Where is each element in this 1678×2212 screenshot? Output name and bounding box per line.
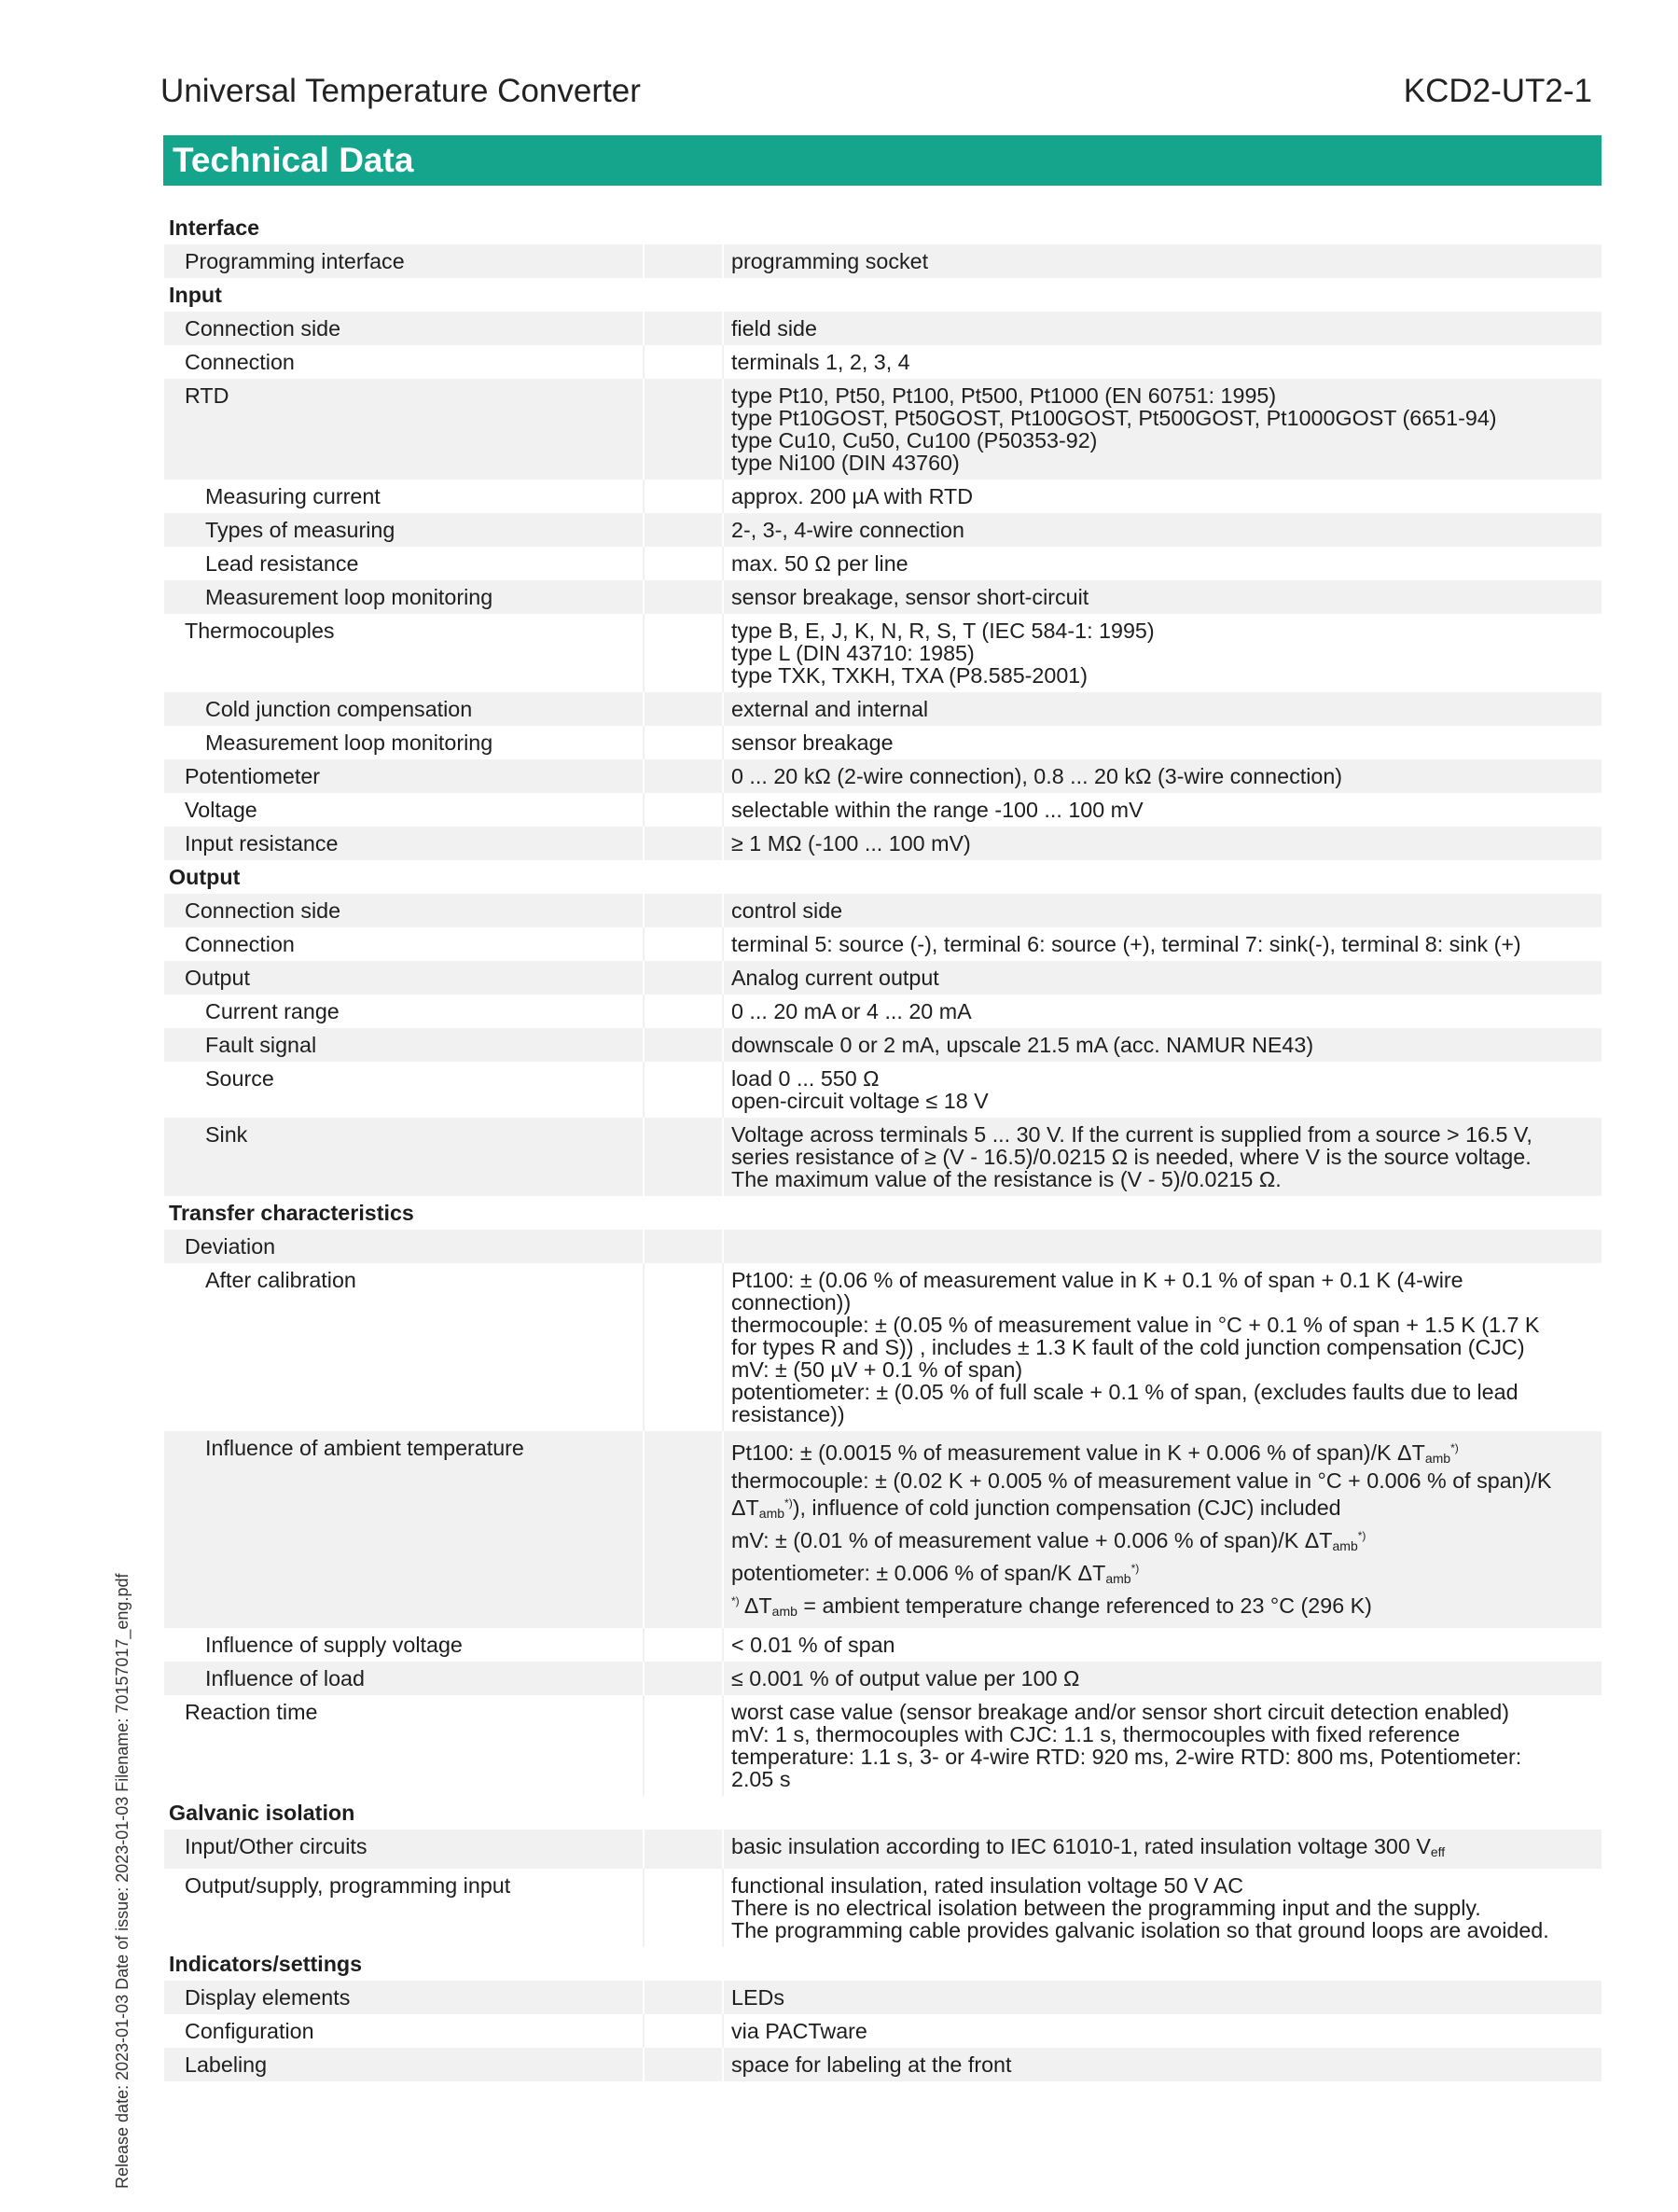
table-row: [164, 1118, 1602, 1196]
row-value: sensor breakage, sensor short-circuit: [723, 580, 1602, 614]
row-value: control side: [723, 894, 1602, 927]
table-row: [164, 2048, 1602, 2081]
row-label: After calibration: [164, 1263, 644, 1431]
row-value: approx. 200 µA with RTD: [723, 480, 1602, 513]
row-label: Lead resistance: [164, 547, 644, 580]
row-label: Measurement loop monitoring: [164, 726, 644, 759]
table-row: [164, 759, 1602, 793]
table-row: [164, 1028, 1602, 1062]
row-label: Cold junction compensation: [164, 692, 644, 726]
row-label: Measuring current: [164, 480, 644, 513]
table-row: [164, 726, 1602, 759]
section-output: Output: [164, 860, 1602, 894]
table-row: [164, 1695, 1602, 1796]
table-row: [164, 894, 1602, 927]
row-label: Potentiometer: [164, 759, 644, 793]
row-label: Output: [164, 961, 644, 995]
section-banner: Technical Data: [163, 135, 1602, 186]
table-row: [164, 1431, 1602, 1628]
row-value: < 0.01 % of span: [723, 1628, 1602, 1662]
row-value: worst case value (sensor breakage and/or sensor short circuit detection enabled) mV: 1 s, thermocouples with CJC: 1.1 s, thermocouples with fixed reference temperature: 1.1 s, 3- or 4-wire RTD: 920 ms, 2-wire RTD: 800 ms, Potentiometer: 2.05 s: [723, 1695, 1602, 1796]
table-row: [164, 1981, 1602, 2014]
table-row: [164, 1869, 1602, 1947]
row-value: Analog current output: [723, 961, 1602, 995]
table-row: [164, 1062, 1602, 1118]
row-label: Deviation: [164, 1230, 644, 1263]
row-value: 0 ... 20 kΩ (2-wire connection), 0.8 ... 20 kΩ (3-wire connection): [723, 759, 1602, 793]
section-input: Input: [164, 278, 1602, 312]
row-value: Pt100: ± (0.0015 % of measurement value in K + 0.006 % of span)/K $\Delta T_{amb}^{*)}$ thermocouple: ± (0.02 K + 0.005 % of measurement value in °C + 0.006 % of span)/K $\Delta T_{amb}^{*)}$), influence of cold junction compensation (CJC) included mV: ± (0.01 % of measurement value + 0.006 % of span)/K $\Delta T_{amb}^{*)}$ potentiometer: ± 0.006 % of span/K $\Delta T_{amb}^{*)}$ *) $\Delta T_{amb}$ = ambient temperature change referenced to 23 °C (296 K): [723, 1431, 1602, 1628]
row-value: Pt100: ± (0.06 % of measurement value in K + 0.1 % of span + 0.1 K (4-wire connection)) thermocouple: ± (0.05 % of measurement value in °C + 0.1 % of span + 1.5 K (1.7 K for types R and S)) , includes ± 1.3 K fault of the cold junction compensation (CJC) mV: ± (50 µV + 0.1 % of span) potentiometer: ± (0.05 % of full scale + 0.1 % of span, (excludes faults due to lead resistance)): [723, 1263, 1602, 1431]
row-label: Programming interface: [164, 244, 644, 278]
row-value: 2-, 3-, 4-wire connection: [723, 513, 1602, 547]
row-label: Thermocouples: [164, 614, 644, 692]
table-row: [164, 345, 1602, 379]
row-value: Voltage across terminals 5 ... 30 V. If the current is supplied from a source > 16.5 V, series resistance of ≥ (V - 16.5)/0.0215 Ω is needed, where V is the source voltage. The maximum value of the resistance is (V - 5)/0.0215 Ω.: [723, 1118, 1602, 1196]
row-label: Source: [164, 1062, 644, 1118]
row-value: ≥ 1 MΩ (-100 ... 100 mV): [723, 827, 1602, 860]
section-transfer-characteristics: Transfer characteristics: [164, 1196, 1602, 1230]
table-row: [164, 692, 1602, 726]
document-title: Universal Temperature Converter: [160, 73, 641, 109]
row-label: Voltage: [164, 793, 644, 827]
row-value: load 0 ... 550 Ω open-circuit voltage ≤ 18 V: [723, 1062, 1602, 1118]
row-label: Influence of ambient temperature: [164, 1431, 644, 1628]
model-number: KCD2-UT2-1: [1403, 73, 1592, 109]
table-row: [164, 1263, 1602, 1431]
table-row: [164, 827, 1602, 860]
table-row: [164, 1829, 1602, 1869]
table-row: [164, 1628, 1602, 1662]
row-value: functional insulation, rated insulation voltage 50 V AC There is no electrical isolation between the programming input and the supply. The programming cable provides galvanic isolation so that ground loops are avoided.: [723, 1869, 1602, 1947]
row-value: selectable within the range -100 ... 100 mV: [723, 793, 1602, 827]
row-value: ≤ 0.001 % of output value per 100 Ω: [723, 1662, 1602, 1695]
section-indicators-settings: Indicators/settings: [164, 1947, 1602, 1981]
row-label: Fault signal: [164, 1028, 644, 1062]
table-row: [164, 1230, 1602, 1263]
table-row: [164, 244, 1602, 278]
table-row: [164, 379, 1602, 480]
table-row: [164, 513, 1602, 547]
row-label: Influence of supply voltage: [164, 1628, 644, 1662]
row-label: Input resistance: [164, 827, 644, 860]
table-row: [164, 580, 1602, 614]
row-value: field side: [723, 312, 1602, 345]
row-value: terminal 5: source (-), terminal 6: source (+), terminal 7: sink(-), terminal 8: sink (+): [723, 927, 1602, 961]
row-value: terminals 1, 2, 3, 4: [723, 345, 1602, 379]
row-label: Measurement loop monitoring: [164, 580, 644, 614]
row-value: external and internal: [723, 692, 1602, 726]
section-galvanic-isolation: Galvanic isolation: [164, 1796, 1602, 1829]
table-row: [164, 793, 1602, 827]
table-row: [164, 480, 1602, 513]
row-label: Connection side: [164, 312, 644, 345]
row-label: RTD: [164, 379, 644, 480]
section-interface: Interface: [164, 211, 1602, 244]
row-value: LEDs: [723, 1981, 1602, 2014]
row-value: max. 50 Ω per line: [723, 547, 1602, 580]
row-label: Labeling: [164, 2048, 644, 2081]
row-label: Display elements: [164, 1981, 644, 2014]
row-value: 0 ... 20 mA or 4 ... 20 mA: [723, 995, 1602, 1028]
row-value: basic insulation according to IEC 61010-1, rated insulation voltage 300 $V_{eff}$: [723, 1829, 1602, 1869]
table-row: [164, 927, 1602, 961]
table-row: [164, 1662, 1602, 1695]
table-row: [164, 961, 1602, 995]
row-value: space for labeling at the front: [723, 2048, 1602, 2081]
table-row: [164, 312, 1602, 345]
row-label: Configuration: [164, 2014, 644, 2048]
row-value: downscale 0 or 2 mA, upscale 21.5 mA (acc. NAMUR NE43): [723, 1028, 1602, 1062]
row-value: programming socket: [723, 244, 1602, 278]
row-label: Output/supply, programming input: [164, 1869, 644, 1947]
technical-data-table: [164, 211, 1602, 2081]
row-label: Input/Other circuits: [164, 1829, 644, 1869]
row-label: Connection: [164, 927, 644, 961]
row-label: Current range: [164, 995, 644, 1028]
row-value: type Pt10, Pt50, Pt100, Pt500, Pt1000 (EN 60751: 1995) type Pt10GOST, Pt50GOST, Pt100GOST, Pt500GOST, Pt1000GOST (6651-94) type Cu10, Cu50, Cu100 (P50353-92) type Ni100 (DIN 43760): [723, 379, 1602, 480]
row-label: Connection: [164, 345, 644, 379]
table-row: [164, 995, 1602, 1028]
table-row: [164, 614, 1602, 692]
row-label: Sink: [164, 1118, 644, 1196]
row-value: type B, E, J, K, N, R, S, T (IEC 584-1: 1995) type L (DIN 43710: 1985) type TXK, TXKH, TXA (P8.585-2001): [723, 614, 1602, 692]
table-row: [164, 2014, 1602, 2048]
table-row: [164, 547, 1602, 580]
row-label: Connection side: [164, 894, 644, 927]
row-label: Influence of load: [164, 1662, 644, 1695]
row-value: via PACTware: [723, 2014, 1602, 2048]
row-value: sensor breakage: [723, 726, 1602, 759]
release-info-sidebar: Release date: 2023-01-03 Date of issue: 2023-01-03 Filename: 70157017_eng.pdf: [113, 1573, 132, 2189]
row-label: Types of measuring: [164, 513, 644, 547]
row-label: Reaction time: [164, 1695, 644, 1796]
